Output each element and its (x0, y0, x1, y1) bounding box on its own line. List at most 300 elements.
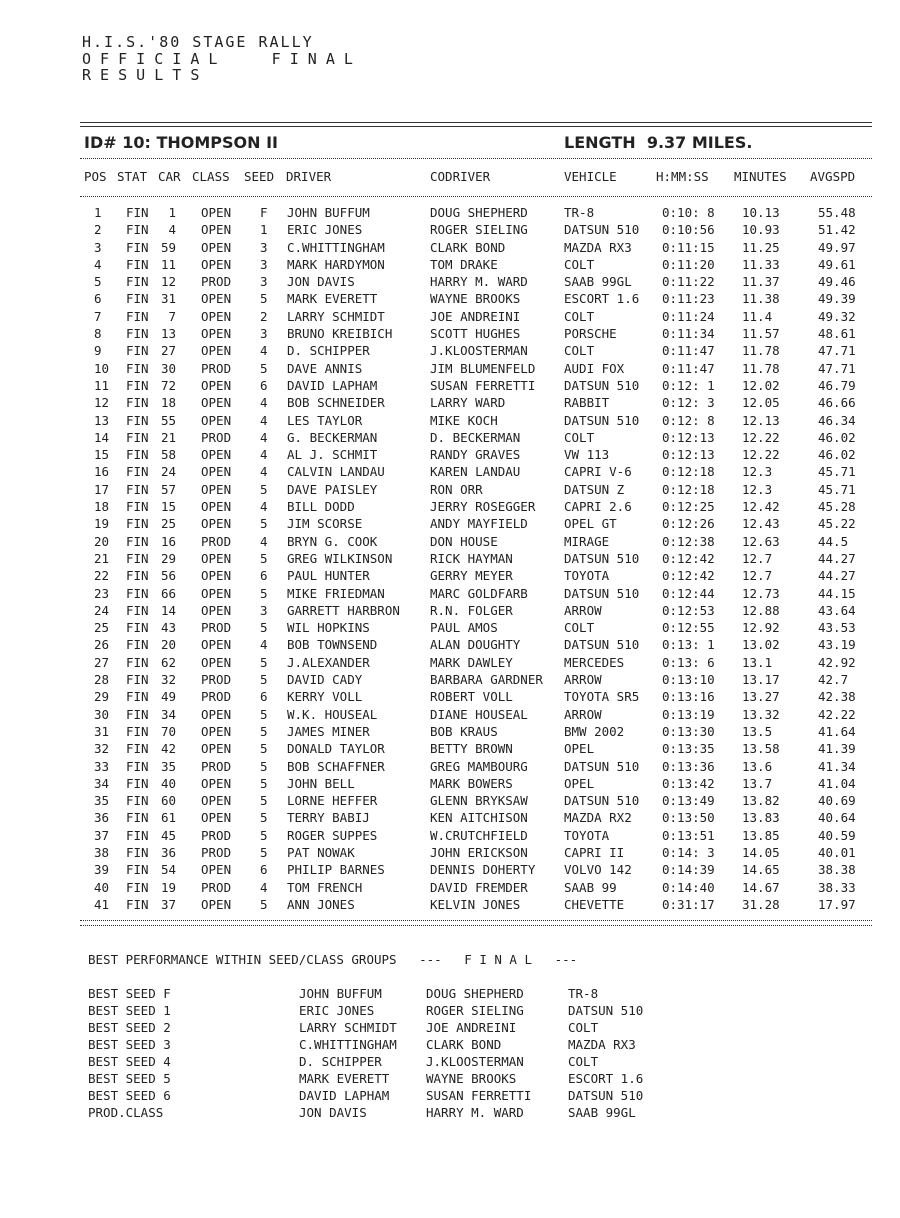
cell-avgspd: 40.01 (818, 844, 856, 860)
table-row (84, 724, 874, 741)
cell-seed: 6 (260, 862, 268, 878)
best-codriver: HARRY M. WARD (426, 1105, 524, 1120)
cell-codriver: JERRY ROSEGGER (430, 499, 536, 515)
cell-avgspd: 42.7 (818, 672, 849, 688)
cell-codriver: JOE ANDREINI (430, 308, 521, 324)
top-rule (80, 122, 872, 123)
cell-minutes: 11.78 (742, 360, 780, 376)
cell-minutes: 12.13 (742, 412, 780, 428)
cell-avgspd: 47.71 (818, 343, 856, 359)
cell-codriver: DIANE HOUSEAL (430, 706, 528, 722)
cell-seed: 4 (260, 412, 268, 428)
cell-driver: JIM SCORSE (287, 516, 363, 532)
cell-driver: DAVID CADY (287, 672, 363, 688)
cell-avgspd: 44.15 (818, 585, 856, 601)
cell-codriver: ROBERT VOLL (430, 689, 513, 705)
cell-car: 31 (160, 291, 176, 307)
cell-class: PROD (201, 360, 232, 376)
cell-stat: FIN (126, 481, 149, 497)
cell-class: OPEN (201, 377, 232, 393)
cell-minutes: 13.32 (742, 706, 780, 722)
cell-avgspd: 46.02 (818, 429, 856, 445)
col-stat: STAT (117, 169, 148, 184)
cell-pos: 5 (94, 274, 102, 290)
cell-pos: 26 (94, 637, 110, 653)
cell-car: 37 (160, 896, 176, 912)
best-vehicle: SAAB 99GL (568, 1105, 636, 1120)
cell-pos: 8 (94, 326, 102, 342)
cell-car: 12 (160, 274, 176, 290)
table-row (84, 828, 874, 845)
cell-driver: TOM FRENCH (287, 879, 363, 895)
cell-stat: FIN (126, 326, 149, 342)
cell-pos: 19 (94, 516, 110, 532)
cell-driver: BILL DODD (287, 499, 355, 515)
best-vehicle: ESCORT 1.6 (568, 1071, 644, 1086)
cell-time: 0:12:18 (662, 481, 715, 497)
cell-seed: 4 (260, 447, 268, 463)
cell-pos: 4 (94, 256, 102, 272)
cell-stat: FIN (126, 775, 149, 791)
cell-time: 0:12:25 (662, 499, 715, 515)
cell-minutes: 11.25 (742, 239, 780, 255)
cell-driver: GARRETT HARBRON (287, 602, 400, 618)
cell-seed: 3 (260, 239, 268, 255)
cell-vehicle: OPEL GT (564, 516, 617, 532)
cell-time: 0:12:13 (662, 429, 715, 445)
cell-stat: FIN (126, 758, 149, 774)
cell-seed: 5 (260, 844, 268, 860)
cell-car: 35 (160, 758, 176, 774)
cell-class: OPEN (201, 205, 232, 220)
stage-id: ID# 10: THOMPSON II (84, 133, 278, 152)
col-codriver: CODRIVER (430, 169, 491, 184)
cell-codriver: DAVID FREMDER (430, 879, 528, 895)
cell-vehicle: ESCORT 1.6 (564, 291, 640, 307)
cell-avgspd: 43.53 (818, 620, 856, 636)
cell-seed: 6 (260, 568, 268, 584)
cell-avgspd: 41.64 (818, 723, 856, 739)
cell-driver: TERRY BABIJ (287, 810, 370, 826)
cell-class: OPEN (201, 516, 232, 532)
cell-class: OPEN (201, 723, 232, 739)
table-row (84, 672, 874, 689)
cell-time: 0:12:18 (662, 464, 715, 480)
cell-stat: FIN (126, 602, 149, 618)
cell-class: OPEN (201, 291, 232, 307)
cell-class: PROD (201, 533, 232, 549)
cell-stat: FIN (126, 464, 149, 480)
cell-class: PROD (201, 844, 232, 860)
table-row (84, 880, 874, 897)
cell-pos: 25 (94, 620, 110, 636)
cell-minutes: 13.82 (742, 793, 780, 809)
cell-codriver: MARC GOLDFARB (430, 585, 528, 601)
best-driver: ERIC JONES (299, 1003, 375, 1018)
cell-codriver: BETTY BROWN (430, 741, 513, 757)
cell-class: OPEN (201, 896, 232, 912)
cell-codriver: RANDY GRAVES (430, 447, 521, 463)
table-row (84, 655, 874, 672)
cell-driver: ERIC JONES (287, 222, 363, 238)
cell-car: 40 (160, 775, 176, 791)
cell-avgspd: 42.92 (818, 654, 856, 670)
cell-driver: AL J. SCHMIT (287, 447, 378, 463)
cell-pos: 40 (94, 879, 110, 895)
cell-pos: 36 (94, 810, 110, 826)
best-vehicle: COLT (568, 1054, 599, 1069)
cell-vehicle: DATSUN 510 (564, 550, 640, 566)
cell-avgspd: 55.48 (818, 205, 856, 220)
cell-minutes: 12.7 (742, 550, 773, 566)
cell-time: 0:11:22 (662, 274, 715, 290)
cell-codriver: TOM DRAKE (430, 256, 498, 272)
cell-avgspd: 42.22 (818, 706, 856, 722)
cell-time: 0:14: 3 (662, 844, 715, 860)
col-driver: DRIVER (286, 169, 332, 184)
cell-vehicle: CAPRI V-6 (564, 464, 632, 480)
cell-time: 0:31:17 (662, 896, 715, 912)
cell-stat: FIN (126, 533, 149, 549)
cell-codriver: ANDY MAYFIELD (430, 516, 528, 532)
header-rule (80, 196, 872, 197)
cell-car: 49 (160, 689, 176, 705)
cell-stat: FIN (126, 723, 149, 739)
cell-seed: 5 (260, 291, 268, 307)
cell-car: 60 (160, 793, 176, 809)
table-row (84, 637, 874, 654)
cell-car: 11 (160, 256, 176, 272)
cell-driver: JON DAVIS (287, 274, 355, 290)
cell-seed: 4 (260, 395, 268, 411)
cell-time: 0:13:50 (662, 810, 715, 826)
cell-car: 61 (160, 810, 176, 826)
best-driver: JOHN BUFFUM (299, 986, 382, 1001)
cell-minutes: 13.7 (742, 775, 773, 791)
results-heading: R E S U L T S (82, 66, 200, 84)
cell-pos: 23 (94, 585, 110, 601)
cell-time: 0:14:39 (662, 862, 715, 878)
cell-avgspd: 40.64 (818, 810, 856, 826)
cell-stat: FIN (126, 827, 149, 843)
cell-avgspd: 43.64 (818, 602, 856, 618)
cell-class: PROD (201, 827, 232, 843)
cell-driver: J.ALEXANDER (287, 654, 370, 670)
cell-stat: FIN (126, 637, 149, 653)
best-driver: JON DAVIS (299, 1105, 367, 1120)
cell-minutes: 12.92 (742, 620, 780, 636)
cell-avgspd: 49.61 (818, 256, 856, 272)
cell-seed: 4 (260, 533, 268, 549)
cell-pos: 27 (94, 654, 110, 670)
cell-minutes: 13.58 (742, 741, 780, 757)
cell-driver: PAUL HUNTER (287, 568, 370, 584)
cell-car: 62 (160, 654, 176, 670)
cell-pos: 33 (94, 758, 110, 774)
table-row (84, 741, 874, 758)
cell-codriver: JOHN ERICKSON (430, 844, 528, 860)
cell-car: 42 (160, 741, 176, 757)
cell-pos: 35 (94, 793, 110, 809)
cell-class: OPEN (201, 464, 232, 480)
cell-seed: 5 (260, 672, 268, 688)
cell-car: 1 (168, 205, 176, 220)
cell-codriver: RON ORR (430, 481, 483, 497)
cell-codriver: ROGER SIELING (430, 222, 528, 238)
cell-seed: 5 (260, 706, 268, 722)
cell-car: 45 (160, 827, 176, 843)
cell-avgspd: 45.28 (818, 499, 856, 515)
cell-car: 70 (160, 723, 176, 739)
list-item (88, 1071, 788, 1088)
cell-codriver: PAUL AMOS (430, 620, 498, 636)
cell-stat: FIN (126, 377, 149, 393)
cell-vehicle: TOYOTA SR5 (564, 689, 640, 705)
cell-minutes: 12.7 (742, 568, 773, 584)
cell-time: 0:12: 8 (662, 412, 715, 428)
cell-stat: FIN (126, 343, 149, 359)
table-row (84, 482, 874, 499)
cell-minutes: 11.38 (742, 291, 780, 307)
cell-vehicle: MAZDA RX2 (564, 810, 632, 826)
cell-codriver: KELVIN JONES (430, 896, 521, 912)
cell-vehicle: DATSUN 510 (564, 637, 640, 653)
cell-driver: ANN JONES (287, 896, 355, 912)
cell-vehicle: DATSUN Z (564, 481, 625, 497)
cell-avgspd: 46.79 (818, 377, 856, 393)
cell-vehicle: CAPRI 2.6 (564, 499, 632, 515)
stage-line (84, 133, 864, 152)
col-seed: SEED (244, 169, 275, 184)
cell-time: 0:12:13 (662, 447, 715, 463)
cell-avgspd: 46.34 (818, 412, 856, 428)
table-row (84, 897, 874, 914)
table-row (84, 205, 874, 222)
cell-minutes: 14.05 (742, 844, 780, 860)
cell-driver: KERRY VOLL (287, 689, 363, 705)
cell-time: 0:12:42 (662, 550, 715, 566)
cell-time: 0:13:42 (662, 775, 715, 791)
cell-seed: 6 (260, 689, 268, 705)
cell-seed: 5 (260, 810, 268, 826)
cell-avgspd: 49.39 (818, 291, 856, 307)
cell-driver: PAT NOWAK (287, 844, 355, 860)
cell-seed: 5 (260, 481, 268, 497)
cell-seed: 5 (260, 896, 268, 912)
best-vehicle: COLT (568, 1020, 599, 1035)
cell-time: 0:13:35 (662, 741, 715, 757)
cell-vehicle: DATSUN 510 (564, 758, 640, 774)
cell-driver: LARRY SCHMIDT (287, 308, 385, 324)
cell-vehicle: DATSUN 510 (564, 793, 640, 809)
cell-vehicle: VW 113 (564, 447, 610, 463)
cell-driver: JAMES MINER (287, 723, 370, 739)
cell-seed: 3 (260, 602, 268, 618)
cell-driver: BRYN G. COOK (287, 533, 378, 549)
cell-class: PROD (201, 429, 232, 445)
cell-driver: CALVIN LANDAU (287, 464, 385, 480)
cell-stat: FIN (126, 654, 149, 670)
cell-class: OPEN (201, 654, 232, 670)
cell-minutes: 13.1 (742, 654, 773, 670)
cell-driver: GREG WILKINSON (287, 550, 393, 566)
cell-driver: WIL HOPKINS (287, 620, 370, 636)
cell-codriver: ALAN DOUGHTY (430, 637, 521, 653)
table-row (84, 413, 874, 430)
cell-avgspd: 45.71 (818, 464, 856, 480)
best-vehicle: DATSUN 510 (568, 1088, 644, 1103)
top-rule-double (80, 126, 872, 127)
cell-vehicle: DATSUN 510 (564, 585, 640, 601)
cell-class: OPEN (201, 343, 232, 359)
best-codriver: JOE ANDREINI (426, 1020, 517, 1035)
cell-class: OPEN (201, 395, 232, 411)
best-codriver: WAYNE BROOKS (426, 1071, 517, 1086)
cell-seed: 5 (260, 793, 268, 809)
cell-stat: FIN (126, 706, 149, 722)
cell-stat: FIN (126, 672, 149, 688)
cell-seed: 3 (260, 274, 268, 290)
cell-class: OPEN (201, 499, 232, 515)
cell-minutes: 13.85 (742, 827, 780, 843)
table-row (84, 776, 874, 793)
table-row (84, 361, 874, 378)
cell-driver: D. SCHIPPER (287, 343, 370, 359)
cell-pos: 29 (94, 689, 110, 705)
cell-avgspd: 41.39 (818, 741, 856, 757)
table-row (84, 430, 874, 447)
cell-stat: FIN (126, 205, 149, 220)
col-minutes: MINUTES (734, 169, 787, 184)
cell-avgspd: 41.04 (818, 775, 856, 791)
cell-vehicle: TR-8 (564, 205, 595, 220)
cell-codriver: D. BECKERMAN (430, 429, 521, 445)
cell-seed: 4 (260, 429, 268, 445)
cell-time: 0:13:51 (662, 827, 715, 843)
cell-stat: FIN (126, 239, 149, 255)
cell-car: 27 (160, 343, 176, 359)
cell-time: 0:12:53 (662, 602, 715, 618)
cell-driver: BOB TOWNSEND (287, 637, 378, 653)
cell-stat: FIN (126, 499, 149, 515)
cell-minutes: 14.67 (742, 879, 780, 895)
cell-avgspd: 49.46 (818, 274, 856, 290)
cell-vehicle: MAZDA RX3 (564, 239, 632, 255)
cell-avgspd: 42.38 (818, 689, 856, 705)
col-car: CAR (158, 169, 181, 184)
cell-seed: 5 (260, 550, 268, 566)
best-driver: MARK EVERETT (299, 1071, 390, 1086)
cell-car: 36 (160, 844, 176, 860)
cell-minutes: 12.43 (742, 516, 780, 532)
cell-driver: DONALD TAYLOR (287, 741, 385, 757)
cell-time: 0:13:10 (662, 672, 715, 688)
cell-vehicle: DATSUN 510 (564, 412, 640, 428)
cell-stat: FIN (126, 412, 149, 428)
best-label: BEST SEED 1 (88, 1003, 171, 1018)
table-row (84, 447, 874, 464)
cell-vehicle: MERCEDES (564, 654, 625, 670)
cell-avgspd: 38.33 (818, 879, 856, 895)
table-row (84, 620, 874, 637)
cell-time: 0:11:15 (662, 239, 715, 255)
cell-stat: FIN (126, 620, 149, 636)
cell-vehicle: COLT (564, 620, 595, 636)
cell-vehicle: COLT (564, 429, 595, 445)
cell-vehicle: COLT (564, 343, 595, 359)
cell-class: PROD (201, 758, 232, 774)
cell-stat: FIN (126, 395, 149, 411)
cell-pos: 28 (94, 672, 110, 688)
cell-class: OPEN (201, 775, 232, 791)
cell-time: 0:11:34 (662, 326, 715, 342)
cell-minutes: 13.27 (742, 689, 780, 705)
results-table (84, 205, 874, 914)
cell-pos: 10 (94, 360, 110, 376)
cell-stat: FIN (126, 568, 149, 584)
cell-car: 19 (160, 879, 176, 895)
best-performance-title: BEST PERFORMANCE WITHIN SEED/CLASS GROUPS --- F I N A L --- (88, 952, 578, 967)
cell-pos: 1 (94, 205, 102, 220)
cell-class: OPEN (201, 239, 232, 255)
cell-seed: 6 (260, 377, 268, 393)
cell-car: 43 (160, 620, 176, 636)
cell-class: OPEN (201, 793, 232, 809)
cell-vehicle: BMW 2002 (564, 723, 625, 739)
rally-title: H.I.S.'80 STAGE RALLY (82, 33, 314, 51)
cell-pos: 11 (94, 377, 110, 393)
cell-driver: BRUNO KREIBICH (287, 326, 393, 342)
table-row (84, 378, 874, 395)
cell-minutes: 12.73 (742, 585, 780, 601)
cell-driver: W.K. HOUSEAL (287, 706, 378, 722)
best-driver: DAVID LAPHAM (299, 1088, 390, 1103)
cell-stat: FIN (126, 585, 149, 601)
cell-minutes: 12.63 (742, 533, 780, 549)
cell-time: 0:10:56 (662, 222, 715, 238)
cell-codriver: MARK DAWLEY (430, 654, 513, 670)
cell-seed: 4 (260, 879, 268, 895)
col-hms: H:MM:SS (656, 169, 709, 184)
cell-class: OPEN (201, 447, 232, 463)
cell-driver: MIKE FRIEDMAN (287, 585, 385, 601)
cell-class: PROD (201, 879, 232, 895)
cell-car: 56 (160, 568, 176, 584)
cell-codriver: LARRY WARD (430, 395, 506, 411)
cell-codriver: GERRY MEYER (430, 568, 513, 584)
list-item (88, 1037, 788, 1054)
cell-avgspd: 47.71 (818, 360, 856, 376)
cell-avgspd: 43.19 (818, 637, 856, 653)
cell-vehicle: SAAB 99 (564, 879, 617, 895)
cell-vehicle: MIRAGE (564, 533, 610, 549)
cell-time: 0:13:16 (662, 689, 715, 705)
table-row (84, 551, 874, 568)
cell-seed: 5 (260, 654, 268, 670)
cell-car: 14 (160, 602, 176, 618)
table-end-rule (80, 920, 872, 921)
cell-vehicle: ARROW (564, 706, 602, 722)
cell-vehicle: ARROW (564, 602, 602, 618)
cell-codriver: CLARK BOND (430, 239, 506, 255)
cell-pos: 30 (94, 706, 110, 722)
cell-car: 21 (160, 429, 176, 445)
cell-avgspd: 38.38 (818, 862, 856, 878)
table-row (84, 326, 874, 343)
cell-stat: FIN (126, 308, 149, 324)
cell-seed: 5 (260, 585, 268, 601)
cell-driver: MARK HARDYMON (287, 256, 385, 272)
